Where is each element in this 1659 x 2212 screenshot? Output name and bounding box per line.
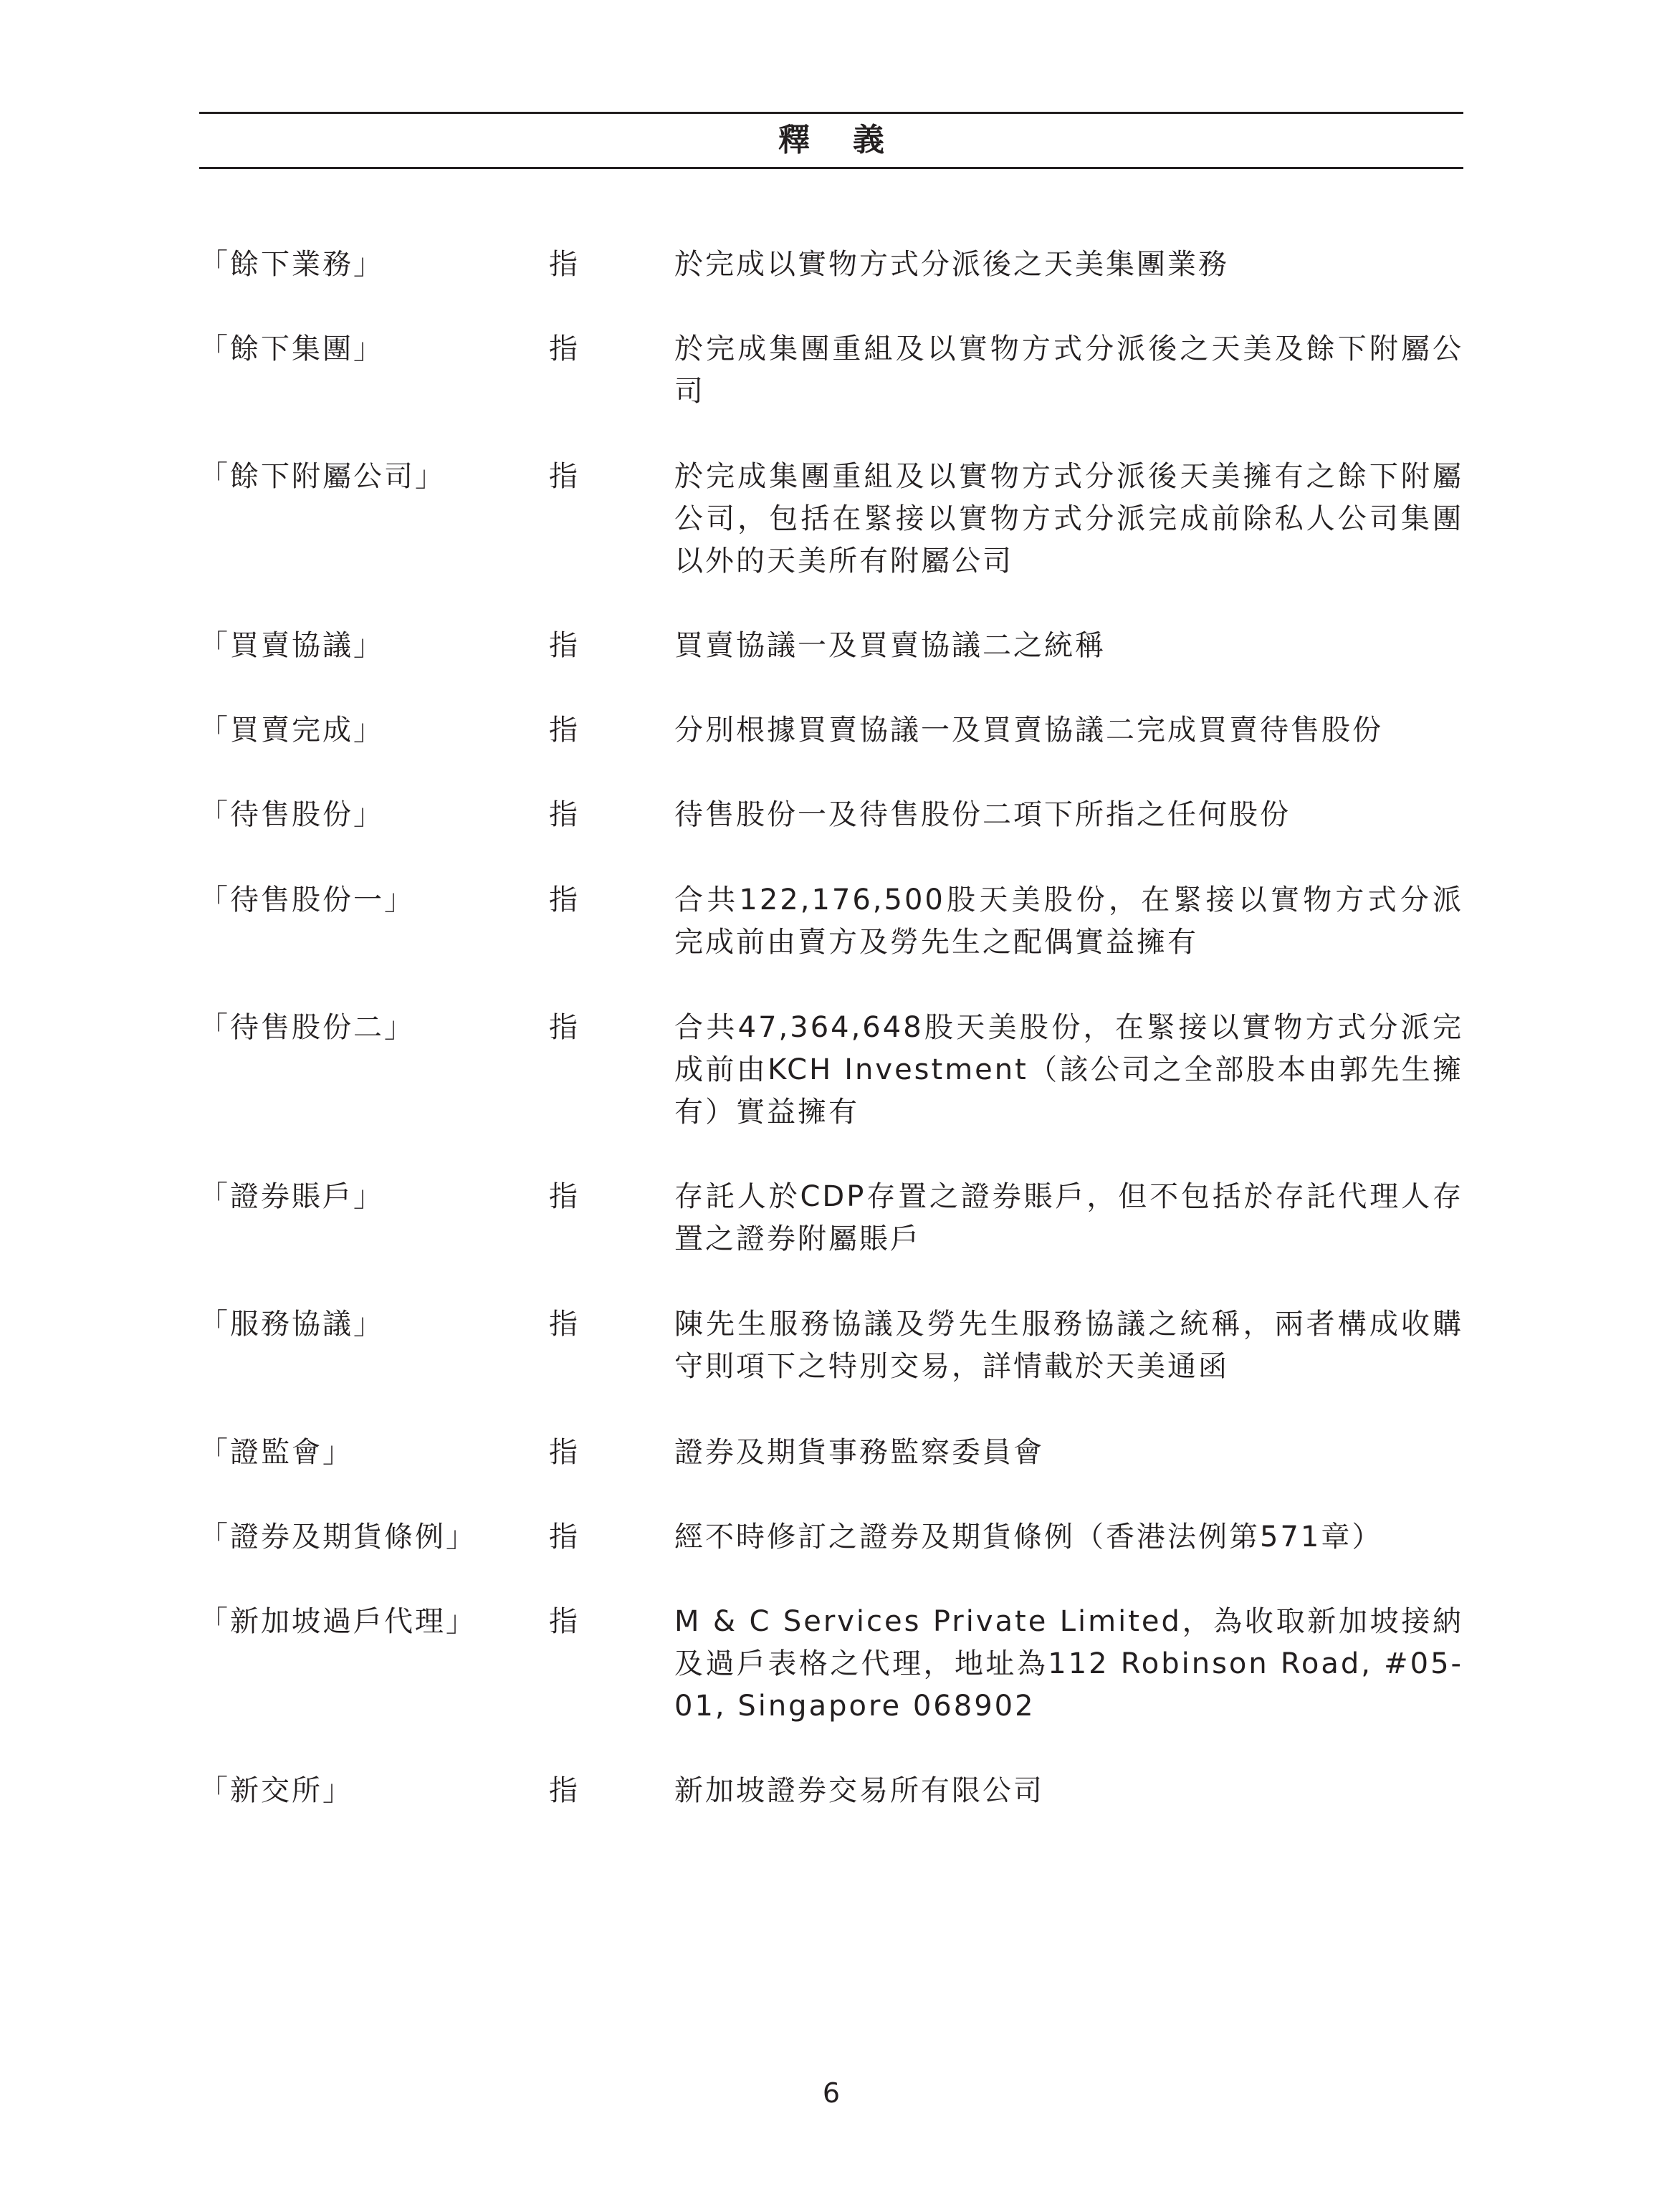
definition-term: 「待售股份一」: [199, 884, 415, 916]
definition-row: [199, 456, 1463, 583]
definition-term: 「證券及期貨條例」: [199, 1521, 477, 1553]
definition-text: 於完成集團重組及以實物方式分派後天美擁有之餘下附屬公司，包括在緊接以實物方式分派完成前除私人公司集團以外的天美所有附屬公司: [674, 460, 1463, 578]
definition-means: 指: [549, 1605, 578, 1638]
definition-term: 「餘下附屬公司」: [199, 460, 446, 493]
definition-text: 存託人於CDP存置之證券賬戶，但不包括於存託代理人存置之證券附屬賬戶: [674, 1180, 1463, 1255]
definition-row: [199, 1516, 1463, 1559]
page-number: 6: [822, 2077, 841, 2109]
header-bottom-rule: [199, 167, 1463, 169]
definition-text: 於完成以實物方式分派後之天美集團業務: [674, 248, 1229, 281]
definition-text: 分別根據買賣協議一及買賣協議二完成買賣待售股份: [674, 714, 1383, 747]
definition-row: [199, 1007, 1463, 1134]
definition-row: [199, 625, 1463, 667]
definition-row: [199, 1176, 1463, 1260]
definition-means: 指: [549, 1774, 578, 1807]
definition-term: 「餘下業務」: [199, 248, 384, 281]
definition-means: 指: [549, 1521, 578, 1553]
definition-means: 指: [549, 629, 578, 662]
definition-means: 指: [549, 798, 578, 831]
page-title: 釋義: [778, 122, 927, 158]
definition-term: 「待售股份二」: [199, 1011, 415, 1044]
definition-row: [199, 244, 1463, 286]
definition-means: 指: [549, 1436, 578, 1469]
definition-row: [199, 1432, 1463, 1474]
definition-row: [199, 328, 1463, 413]
definition-term: 「新加坡過戶代理」: [199, 1605, 477, 1638]
definition-term: 「服務協議」: [199, 1308, 384, 1341]
definition-row: [199, 1770, 1463, 1812]
definition-term: 「證券賬戶」: [199, 1180, 384, 1213]
definition-term: 「新交所」: [199, 1774, 353, 1807]
definition-means: 指: [549, 460, 578, 493]
definition-means: 指: [549, 884, 578, 916]
definition-row: [199, 709, 1463, 752]
definition-row: [199, 879, 1463, 964]
definition-text: 證券及期貨事務監察委員會: [674, 1436, 1044, 1469]
definition-term: 「買賣協議」: [199, 629, 384, 662]
definition-means: 指: [549, 1180, 578, 1213]
definition-text: 陳先生服務協議及勞先生服務協議之統稱，兩者構成收購守則項下之特別交易，詳情載於天美通函: [674, 1308, 1463, 1383]
definition-row: [199, 794, 1463, 836]
definition-text: 經不時修訂之證券及期貨條例（香港法例第571章）: [674, 1521, 1383, 1553]
definition-term: 「買賣完成」: [199, 714, 384, 747]
definition-means: 指: [549, 714, 578, 747]
definition-text: 合共47,364,648股天美股份，在緊接以實物方式分派完成前由KCH Investment（該公司之全部股本由郭先生擁有）實益擁有: [674, 1011, 1463, 1129]
definition-text: 買賣協議一及買賣協議二之統稱: [674, 629, 1106, 662]
definition-text: 待售股份一及待售股份二項下所指之任何股份: [674, 798, 1291, 831]
definition-means: 指: [549, 248, 578, 281]
definition-means: 指: [549, 1011, 578, 1044]
definition-row: [199, 1601, 1463, 1728]
definition-term: 「證監會」: [199, 1436, 353, 1469]
definition-text: M & C Services Private Limited，為收取新加坡接納及過戶表格之代理，地址為112 Robinson Road, #05-01, Singapore 068902: [674, 1605, 1463, 1723]
header-top-rule: [199, 112, 1463, 114]
definition-text: 合共122,176,500股天美股份，在緊接以實物方式分派完成前由賣方及勞先生之配偶實益擁有: [674, 884, 1463, 959]
definition-text: 於完成集團重組及以實物方式分派後之天美及餘下附屬公司: [674, 332, 1463, 408]
definition-means: 指: [549, 332, 578, 365]
definition-row: [199, 1303, 1463, 1388]
definition-means: 指: [549, 1308, 578, 1341]
definition-term: 「待售股份」: [199, 798, 384, 831]
definition-text: 新加坡證券交易所有限公司: [674, 1774, 1044, 1807]
definition-term: 「餘下集團」: [199, 332, 384, 365]
